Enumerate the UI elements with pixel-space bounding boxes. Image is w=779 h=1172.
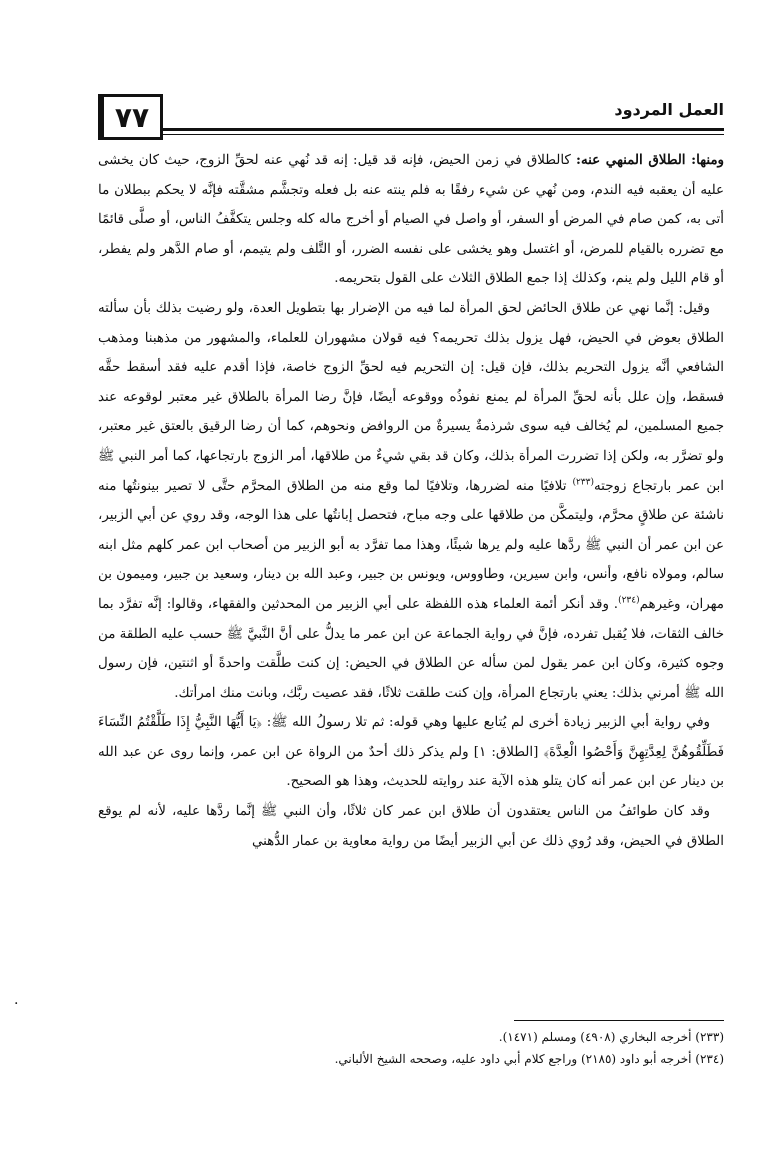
margin-mark: . — [14, 992, 19, 1008]
paragraph-3 — [98, 708, 724, 797]
paragraph-text: تلافيًا منه لضررها، وتلافيًا لما وقع منه من الطلاق المحرَّم حتَّى لا تصير بينونتُها منه ناشئة عن طلاقٍ محرَّم، وليتمكَّن من طلاقها على وجه مباح، فتحصل إبانتُها على هذا الوجه، وقد روي عن أبي الزبير، عن ابن عمر أن النبي ﷺ ردَّها عليه ولم يرها شيئًا، وهذا مما تفرَّد به أبو الزبير من أصحاب ابن عمر كلهم مثل ابنه سالم، ومولاه نافع، وأنس، وابن سيرين، وطاووس، ويونس بن جبير، وعبد الله بن دينار، وسعيد بن جبير، وميمون بن مهران، وغيرهم — [98, 478, 724, 612]
footnote-ref[interactable]: (٢٣٤) — [618, 595, 640, 606]
footnote-234: (٢٣٤) أخرجه أبو داود (٢١٨٥) وراجع كلام أبي داود عليه، وصححه الشيخ الألباني. — [334, 1052, 724, 1066]
paragraph-1 — [98, 146, 724, 294]
footnotes — [98, 1026, 724, 1070]
paragraph-text: وقد كان طوائفُ من الناس يعتقدون أن طلاق ابن عمر كان ثلاثًا، وأن النبي ﷺ إنَّما ردَّها عليه، لأنه لم يوقع الطلاق في الحيض، وقد رُوي ذلك عن أبي الزبير أيضًا من رواية معاوية بن عمار الدُّهني — [98, 804, 724, 849]
paragraph-text: وفي رواية أبي الزبير زيادة أخرى لم يُتابع عليها وهي قوله: ثم تلا رسولُ الله ﷺ: ﴿يَا أَيُّهَا النَّبِيُّ إِذَا طَلَّقْتُمُ النِّسَاءَ فَطَلِّقُوهُنَّ لِعِدَّتِهِنَّ وَأَحْصُوا الْعِدَّةَ﴾ [الطلاق: ١] ولم يذكر ذلك أحدٌ من الرواة عن ابن عمر، وإنما روى عن عبد الله بن دينار عن ابن عمر أنه كان يتلو هذه الآية عند روايته للحديث، وهذا هو الصحيح. — [98, 715, 724, 790]
footnote-rule — [514, 1020, 724, 1021]
footnote-233: (٢٣٣) أخرجه البخاري (٤٩٠٨) ومسلم (١٤٧١). — [498, 1030, 724, 1044]
running-title: العمل المردود — [614, 100, 724, 119]
page-number: ٧٧ — [98, 94, 163, 140]
header-rule — [162, 128, 724, 131]
paragraph-4 — [98, 797, 724, 856]
footnote-ref[interactable]: (٢٣٣) — [572, 477, 594, 488]
body-text — [98, 146, 724, 856]
paragraph-lead: ومنها: الطلاق المنهي عنه: — [576, 152, 725, 168]
paragraph-2 — [98, 294, 724, 708]
header-rule-thin — [162, 134, 724, 135]
paragraph-text: وقيل: إنَّما نهي عن طلاق الحائض لحق المرأة لما فيه من الإضرار بها بتطويل العدة، ولو رضيت بذلك بأن سألته الطلاق بعوض في الحيض، فهل يزول بذلك تحريمه؟ فيه قولان مشهوران للعلماء، والمشهور من مذهبنا ومذهب الشافعي أنَّه يزول التحريم بذلك، فإن قيل: إن التحريم فيه لحقِّ الزوج خاصة، فإذا أقدم عليه فقد أسقط حقَّه فسقط، وإن علل بأنه لحقِّ المرأة لم يمنع نفوذُه ووقوعه أيضًا، فإنَّ رضا المرأة بالطلاق غير معتبر لوقوعه عند جميع المسلمين، لم يُخالف فيه سوى شرذمةٌ يسيرةٌ من الروافض ونحوهم، كما أن رضا الرقيق بالعتق غير معتبر، ولو تضرَّر به، ولكن إذا تضررت المرأة بذلك، وكان قد بقي شيءٌ من طلاقها، أمر الزوج بارتجاعها، كما أمر النبي ﷺ ابن عمر بارتجاع زوجته — [98, 300, 724, 494]
paragraph-text: كالطلاق في زمن الحيض، فإنه قد قيل: إنه قد نُهي عنه لحقِّ الزوج، حيث كان يخشى عليه أن يعقبه فيه الندم، ومن نُهي عن شيء رفقًا به فلم ينته عنه بل فعله وتجشَّم مشقَّته فإنَّه لا يحكم ببطلان ما أتى به، كمن صام في المرض أو السفر، أو واصل في الصيام أو أخرج ماله كله وجلس يتكفَّفُ الناس، أو صلَّى قائمًا مع تضرره بالقيام للمرض، أو اغتسل وهو يخشى على نفسه الضرر، أو التَّلف ولم يتيمم، أو صام الدَّهر ولم يفطر، أو قام الليل ولم ينم، وكذلك إذا جمع الطلاق الثلاث على القول بتحريمه. — [98, 153, 725, 287]
paragraph-text: . وقد أنكر أئمة العلماء هذه اللفظة على أبي الزبير من المحدثين والفقهاء، وقالوا: إنَّه تفرَّد بما خالف الثقات، فلا يُقبل تفرده، فإنَّ في رواية الجماعة عن ابن عمر ما يدلُّ على أنَّ النَّبيَّ ﷺ حسب عليه الطلقة من وجوه كثيرة، وكان ابن عمر يقول لمن سأله عن الطلاق في الحيض: إن كنت طلَّقت واحدةً أو اثنتين، فإن رسول الله ﷺ أمرني بذلك: يعني بارتجاع المرأة، وإن كنت طلقت ثلاثًا، فقد عصيت ربَّك، وبانت منك امرأتك. — [98, 596, 724, 701]
page-header — [98, 94, 724, 140]
